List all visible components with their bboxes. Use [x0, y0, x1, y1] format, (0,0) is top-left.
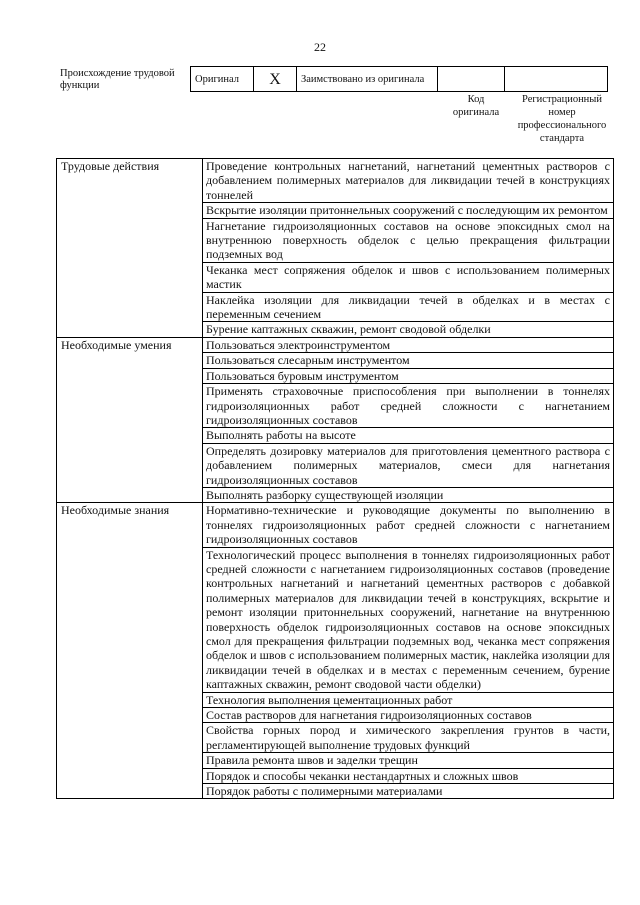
section-item: Состав растворов для нагнетания гидроизоляционных составов	[203, 708, 614, 723]
origin-table	[190, 66, 608, 92]
section-title: Трудовые действия	[57, 159, 203, 338]
code-caption: Код оригинала	[452, 94, 500, 118]
page-number: 22	[314, 40, 326, 54]
section-item: Свойства горных пород и химического закрепления грунтов в части, регламентирующей выполнение трудовых функций	[203, 723, 614, 753]
section-item: Выполнять работы на высоте	[203, 428, 614, 443]
table-row	[57, 503, 614, 547]
section-item: Бурение каптажных скважин, ремонт сводовой обделки	[203, 322, 614, 337]
section-title: Необходимые знания	[57, 503, 203, 799]
section-item: Порядок и способы чеканки нестандартных и сложных швов	[203, 768, 614, 783]
section-item: Нормативно-технические и руководящие документы по выполнению в тоннелях гидроизоляционных работ средней сложности с нагнетанием гидроизоляционных составов	[203, 503, 614, 547]
table-row	[57, 337, 614, 352]
reg-number-cell	[505, 67, 608, 92]
section-item: Проведение контрольных нагнетаний, нагнетаний цементных растворов с добавлением полимерных материалов для ликвидации течей в конструкциях тоннелей	[203, 159, 614, 203]
code-cell	[438, 67, 505, 92]
section-item: Выполнять разборку существующей изоляции	[203, 487, 614, 502]
section-item: Нагнетание гидроизоляционных составов на основе эпоксидных смол на внутреннюю поверхность обделок с целью прекращения фильтрации подземных вод	[203, 218, 614, 262]
section-item: Пользоваться буровым инструментом	[203, 368, 614, 383]
section-item: Применять страховочные приспособления при выполнении в тоннелях гидроизоляционных работ средней сложности с нагнетанием гидроизоляционных составов	[203, 384, 614, 428]
section-item: Вскрытие изоляции притоннельных сооружений с последующим их ремонтом	[203, 203, 614, 218]
original-label: Оригинал	[191, 67, 254, 92]
original-mark: X	[254, 67, 297, 92]
section-item: Технологический процесс выполнения в тоннелях гидроизоляционных работ средней сложности с нагнетанием гидроизоляционных составов (проведение контрольных нагнетаний и нагнетаний цементных растворов с добавкой полимерных материалов для ликвидации течей в конструкциях, вскрытие и ремонт изоляции притоннельных сооружений, нагнетание на внутреннюю поверхность обделок гидроизоляционных составов на основе эпоксидных смол для прекращения фильтрации подземных вод, чеканка мест сопряжения обделок и швов с использованием полимерных мастик, наклейка изоляции для ликвидации течей в обделках и в местах с переменным сечением, бурение каптажных скважин, ремонт сводовой части обделки)	[203, 547, 614, 692]
borrowed-label: Заимствовано из оригинала	[297, 67, 438, 92]
section-item: Правила ремонта швов и заделки трещин	[203, 753, 614, 768]
function-table	[56, 158, 614, 799]
origin-label: Происхождение трудовой функции	[60, 68, 175, 91]
section-item: Пользоваться электроинструментом	[203, 337, 614, 352]
section-item: Пользоваться слесарным инструментом	[203, 353, 614, 368]
section-item: Технология выполнения цементационных работ	[203, 692, 614, 707]
section-item: Чеканка мест сопряжения обделок и швов с использованием полимерных мастик	[203, 262, 614, 292]
section-title: Необходимые умения	[57, 337, 203, 502]
section-item: Порядок работы с полимерными материалами	[203, 784, 614, 799]
section-item: Определять дозировку материалов для приготовления цементного раствора с добавлением полимерных материалов, смеси для нагнетания гидроизоляционных составов	[203, 443, 614, 487]
section-item: Наклейка изоляции для ликвидации течей в обделках и в местах с переменным сечением	[203, 292, 614, 322]
reg-caption: Регистрационный номер профессионального стандарта	[517, 94, 607, 144]
table-row	[57, 159, 614, 203]
